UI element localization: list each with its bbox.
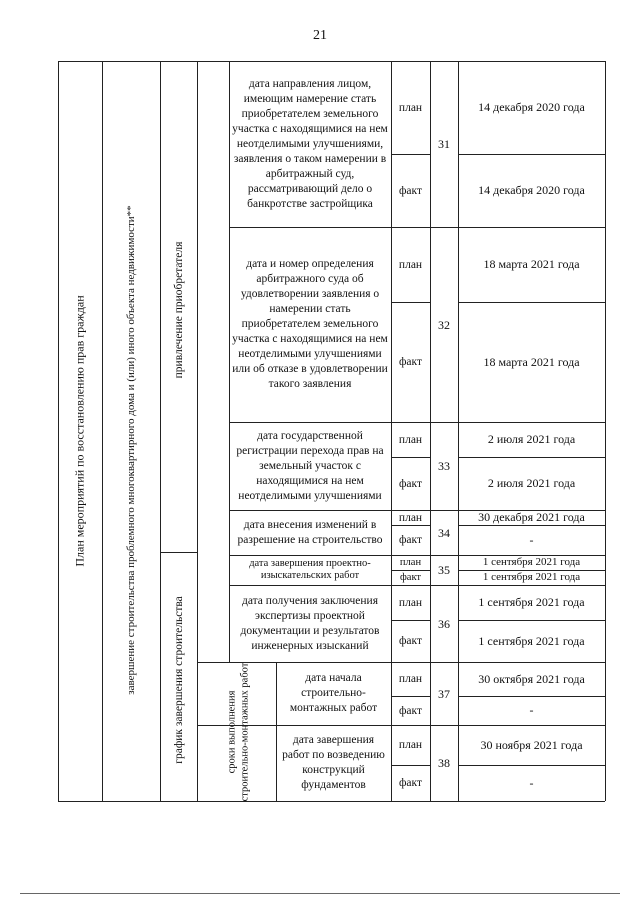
- row-35-number: 35: [438, 563, 450, 577]
- row-31-number: 31: [438, 137, 450, 151]
- row-36-fact-date: 1 сентября 2021 года: [478, 633, 585, 648]
- row-36-fact-label: факт: [398, 635, 423, 647]
- row-34-description: дата внесения изменений в разрешение на строительство: [237, 518, 383, 546]
- row-31-plan-label: план: [398, 101, 423, 114]
- table-border: [197, 61, 198, 801]
- row-34-plan-label: план: [398, 511, 423, 524]
- row-32-plan-label: план: [398, 258, 423, 271]
- table-border: [160, 552, 197, 553]
- row-31-description: дата направления лицом, имеющим намерение стать приобретателем земельного участка с находящимися на нем неотделимыми улучшениями, заявления о таком намерении в арбитражный суд, рассматривающий дело о банкротстве застройщика: [232, 77, 388, 210]
- row-37-plan-label: план: [398, 673, 423, 685]
- table-border: [605, 61, 606, 801]
- row-34-fact-label: факт: [398, 534, 423, 546]
- row-38-plan-label: план: [398, 739, 423, 751]
- row-38-plan-date: 30 ноября 2021 года: [480, 737, 583, 752]
- row-35-fact-label: факт: [399, 571, 421, 583]
- row-31-fact-label: факт: [398, 184, 423, 197]
- row-33-fact-label: факт: [398, 477, 423, 490]
- row-35-plan-date: 1 сентября 2021 года: [482, 556, 581, 568]
- vertical-heading-plan: План мероприятий по восстановлению прав граждан: [72, 295, 87, 567]
- row-38-number: 38: [438, 756, 450, 770]
- table-border: [58, 61, 59, 801]
- row-34-plan-date: 30 декабря 2021 года: [478, 510, 585, 524]
- vertical-heading-schedule: график завершения строительства: [172, 596, 185, 764]
- table-border: [160, 61, 161, 801]
- row-38-fact-date: -: [529, 775, 534, 790]
- row-33-plan-date: 2 июля 2021 года: [487, 432, 576, 446]
- row-32-fact-label: факт: [398, 356, 423, 368]
- row-33-number: 33: [438, 459, 450, 473]
- row-34-fact-date: -: [529, 532, 534, 547]
- row-37-number: 37: [438, 686, 450, 701]
- row-35-fact-date: 1 сентября 2021 года: [482, 571, 581, 583]
- row-31-fact-date: 14 декабря 2020 года: [478, 183, 585, 197]
- row-36-description: дата получения заключения экспертизы проектной документации и результатов инженерных изысканий: [240, 594, 380, 652]
- row-35-plan-label: план: [399, 556, 422, 568]
- row-36-number: 36: [438, 616, 450, 631]
- table-border: [102, 61, 103, 801]
- row-31-plan-date: 14 декабря 2020 года: [478, 100, 585, 114]
- row-37-fact-date: -: [529, 703, 534, 717]
- footer-divider: [20, 893, 620, 894]
- vertical-heading-construction-terms: сроки выполнения строительно-монтажных работ: [226, 662, 251, 801]
- row-37-plan-date: 30 октября 2021 года: [478, 671, 585, 686]
- row-37-fact-label: факт: [398, 704, 423, 717]
- row-36-plan-label: план: [398, 596, 423, 609]
- row-38-fact-label: факт: [398, 777, 423, 789]
- row-32-number: 32: [438, 317, 450, 332]
- row-35-description: дата завершения проектно-изыскательских работ: [249, 558, 371, 581]
- row-34-number: 34: [438, 525, 450, 540]
- row-32-description: дата и номер определения арбитражного суда об удовлетворении заявления о намерении стать приобретателем земельного участка с находящимися на нем неотделимыми улучшениями или об отказе в удовлетворении такого заявления: [232, 258, 388, 390]
- vertical-heading-completion: завершение строительства проблемного многоквартирного дома и (или) иного объекта недвижимости**: [125, 205, 137, 695]
- row-33-fact-date: 2 июля 2021 года: [487, 476, 576, 490]
- row-33-plan-label: план: [398, 433, 423, 446]
- row-36-plan-date: 1 сентября 2021 года: [478, 595, 585, 609]
- table-border: [229, 61, 230, 662]
- row-33-description: дата государственной регистрации перехода прав на земельный участок с находящимися на нем неотделимыми улучшениями: [236, 429, 384, 502]
- row-32-plan-date: 18 марта 2021 года: [483, 257, 580, 271]
- vertical-heading-acquirer: привлечение приобретателя: [172, 241, 185, 379]
- row-38-description: дата завершения работ по возведению конструкций фундаментов: [282, 734, 385, 791]
- row-32-fact-date: 18 марта 2021 года: [483, 354, 580, 369]
- page-number: 21: [313, 28, 327, 43]
- row-37-description: дата начала строительно-монтажных работ: [289, 672, 378, 714]
